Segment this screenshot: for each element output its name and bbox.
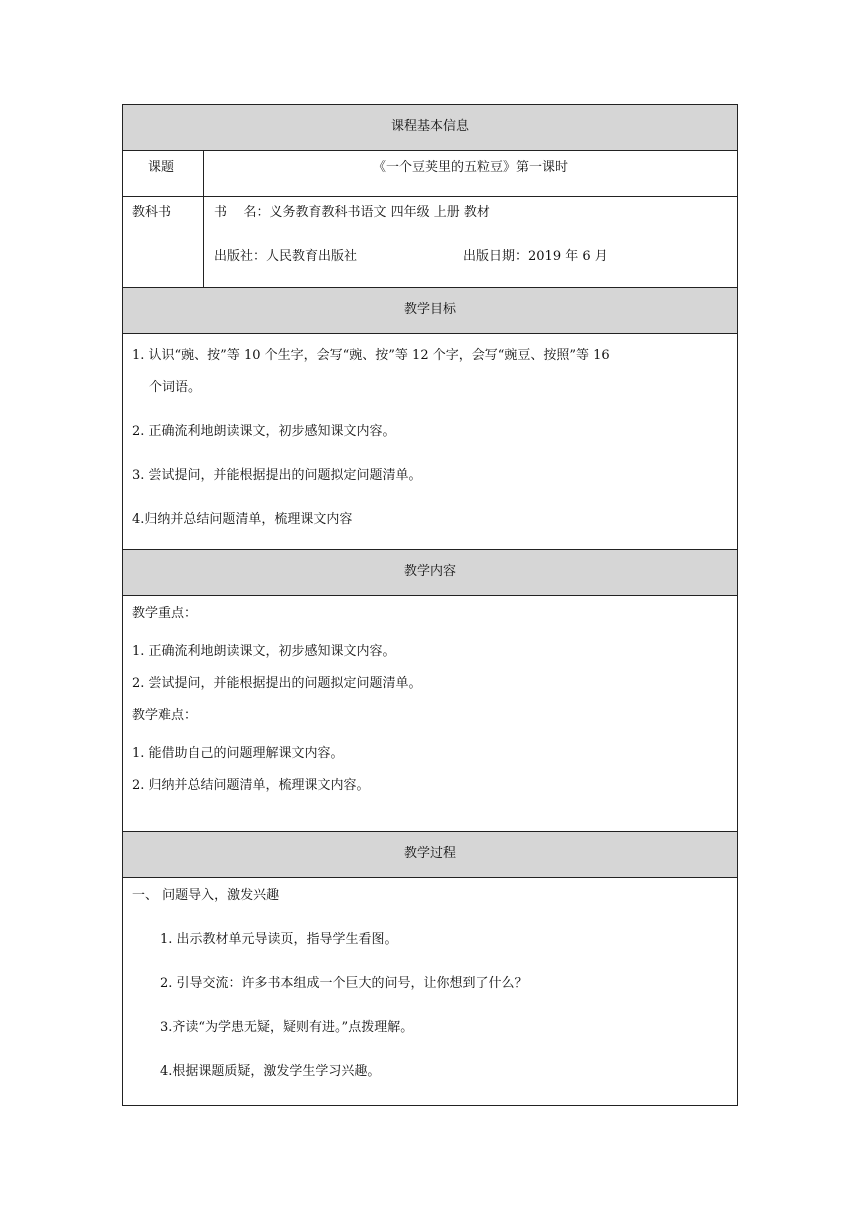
key-point-item: 1. 正确流利地朗读课文，初步感知课文内容。 (132, 644, 396, 659)
process-step-item: 1. 出示教材单元导读页，指导学生看图。 (160, 932, 398, 947)
lesson-plan-table (122, 104, 738, 1106)
textbook-row (123, 197, 737, 288)
section-header-goals: 教学目标 (123, 288, 737, 334)
process-step-item: 3.齐读“为学患无疑，疑则有进。”点拨理解。 (160, 1020, 414, 1035)
process-step-item: 2. 引导交流：许多书本组成一个巨大的问号，让你想到了什么？ (160, 976, 528, 991)
textbook-info (204, 197, 737, 287)
title-value: 《一个豆荚里的五粒豆》第一课时 (372, 160, 568, 175)
textbook-label: 教科书 (123, 197, 204, 287)
book-name: 书 名：义务教育教科书语文 四年级 上册 教材 (214, 205, 490, 220)
difficult-point-item: 2. 归纳并总结问题清单，梳理课文内容。 (132, 778, 370, 793)
goal-item: 1. 认识“豌、按”等 10 个生字，会写“豌、按”等 12 个字，会写“豌豆、按照”等 16 (132, 348, 610, 363)
process-step-item: 4.根据课题质疑，激发学生学习兴趣。 (160, 1064, 381, 1079)
publisher: 出版社：人民教育出版社 (214, 249, 358, 264)
teaching-process (123, 878, 737, 1105)
teaching-contents (123, 596, 737, 832)
goal-item: 4.归纳并总结问题清单，梳理课文内容 (132, 512, 353, 527)
goal-item: 3. 尝试提问，并能根据提出的问题拟定问题清单。 (132, 468, 422, 483)
difficult-point-item: 1. 能借助自己的问题理解课文内容。 (132, 746, 344, 761)
goals-list (123, 334, 737, 550)
goal-item-continued: 个词语。 (149, 380, 202, 395)
section-header-process: 教学过程 (123, 832, 737, 878)
section-header-basic-info: 课程基本信息 (123, 105, 737, 151)
section-header-contents: 教学内容 (123, 550, 737, 596)
title-label: 课题 (123, 151, 204, 196)
publish-date: 出版日期：2019 年 6 月 (463, 249, 608, 264)
key-points-label: 教学重点： (132, 606, 198, 621)
goal-item: 2. 正确流利地朗读课文，初步感知课文内容。 (132, 424, 396, 439)
key-point-item: 2. 尝试提问，并能根据提出的问题拟定问题清单。 (132, 676, 422, 691)
process-step-title: 一、 问题导入，激发兴趣 (132, 888, 280, 903)
lesson-title-row (123, 151, 737, 197)
difficult-points-label: 教学难点： (132, 708, 198, 723)
